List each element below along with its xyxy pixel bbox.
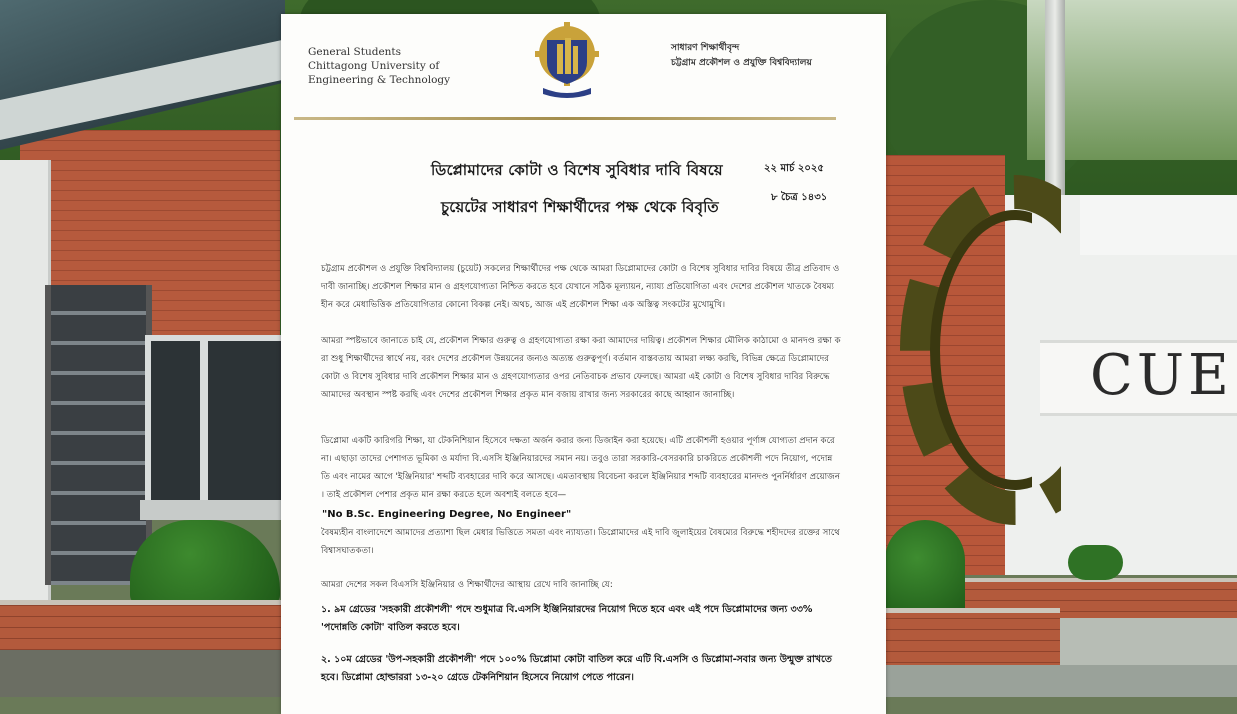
header-bangla-line: সাধারণ শিক্ষার্থীবৃন্দ (671, 43, 740, 53)
header-bangla-line: চট্টগ্রাম প্রকৌশল ও প্রযুক্তি বিশ্ববিদ্যালয় (671, 58, 812, 68)
bush (130, 520, 280, 605)
paragraph-3: ডিপ্লোমা একটি কারিগরি শিক্ষা, যা টেকনিশিয়ান হিসেবে দক্ষতা অর্জন করার জন্য ডিজাইন করা হয়েছে। এটি প্রকৌশলী হওয়ার পূর্ণাঙ্গ যোগ্যতা প্রদান করে না। এছাড়া তাদের পেশাগত ভূমিকা ও মর্যাদা বি.এসসি ইঞ্জিনিয়ারদের সমান নয়। তবুও তারা সরকারি-বেসরকারি চাকরিতে প্রকৌশলী পদে নিয়োগ, পদোন্নতি এবং নামের আগে 'ইঞ্জিনিয়ার' শব্দটি ব্যবহারের দাবি করে আসছে। এমতাবস্থায় বিবেচনা করলে ইঞ্জিনিয়ার শব্দটি ব্যবহারের মানদণ্ড পুনর্নির্ধারণ প্রয়োজন। তাই প্রকৌশল পেশার প্রকৃত মান রক্ষা করতে হলে অবশ্যই বলতে হবে— (321, 436, 840, 500)
white-wall-top (1080, 195, 1237, 255)
paragraph-2: আমরা স্পষ্টভাবে জানাতে চাই যে, প্রকৌশল শিক্ষার গুরুত্ব ও গ্রহণযোগ্যতা রক্ষা করা আমাদের দায়িত্ব। প্রকৌশল শিক্ষার মৌলিক কাঠামো ও মানদণ্ড রক্ষা করা শুধু শিক্ষার্থীদের স্বার্থে নয়, বরং দেশের প্রকৌশল উন্নয়নের জন্যও অত্যন্ত গুরুত্বপূর্ণ। বর্তমান বাস্তবতায় আমরা লক্ষ্য করছি, বিভিন্ন ক্ষেত্রে ডিপ্লোমাদের কোটা ও বিশেষ সুবিধার দাবি প্রকৌশল শিক্ষার মান ও গ্রহণযোগ্যতার ওপর নেতিবাচক প্রভাব ফেলছে। আমরা এই কোটা ও বিশেষ সুবিধার দাবির বিরুদ্ধে আমাদের অবস্থান স্পষ্ট করছি এবং দেশের প্রকৌশল শিক্ষার প্রকৃত মান বজায় রাখার জন্য সরকারের কাছে আহ্বান জানাচ্ছি। (321, 336, 841, 400)
header-english-line: General Students (308, 46, 402, 58)
header-english-line: Chittagong University of (308, 60, 440, 72)
statement-document (281, 14, 886, 714)
window-frame (200, 341, 208, 505)
paragraph-5: আমরা দেশের সকল বিএসসি ইঞ্জিনিয়ার ও শিক্ষার্থীদের আস্থায় রেখে দাবি জানাচ্ছি যে: (321, 580, 613, 590)
ground (885, 665, 1237, 697)
window (145, 335, 292, 517)
header-english (308, 45, 450, 87)
demand-item-1: ১. ৯ম গ্রেডের 'সহকারী প্রকৌশলী' পদে শুধুমাত্র বি.এসসি ইঞ্জিনিয়ারদের নিয়োগ দিতে হবে এবং এই পদে ডিপ্লোমাদের জন্য ৩৩% 'পদোন্নতি কোটা' বাতিল করতে হবে। (321, 604, 813, 633)
header-divider (294, 117, 836, 120)
demand-item-2: ২. ১০ম গ্রেডের 'উপ-সহকারী প্রকৌশলী' পদে ১০০% ডিপ্লোমা কোটা বাতিল করে এটি বি.এসসি ও ডিপ্লোমা-সবার জন্য উন্মুক্ত রাখতে হবে। ডিপ্লোমা হোল্ডাররা ১৩-২০ গ্রেডে টেকনিশিয়ান হিসেবে নিয়োগ পেতে পারেন। (321, 654, 832, 683)
gate-pillar (0, 160, 51, 600)
paragraph-4: বৈষম্যহীন বাংলাদেশে আমাদের প্রত্যাশা ছিল মেধার ভিত্তিতে সমতা এবং ন্যায্যতা। ডিপ্লোমাদের এই দাবি জুলাইয়ের বৈষম্যের বিরুদ্ধে শহীদদের রক্তের সাথে বিশ্বাসঘাতকতা। (321, 528, 840, 556)
date-gregorian: ২২ মার্চ ২০২৫ (764, 163, 824, 174)
statement-title: ডিপ্লোমাদের কোটা ও বিশেষ সুবিধার দাবি বিষয়ে (431, 161, 723, 179)
statement-subtitle: চুয়েটের সাধারণ শিক্ষার্থীদের পক্ষ থেকে বিবৃতি (441, 198, 719, 216)
bush (885, 520, 965, 615)
paragraph-1: চট্টগ্রাম প্রকৌশল ও প্রযুক্তি বিশ্ববিদ্যালয় (চুয়েট) সকলের শিক্ষার্থীদের পক্ষ থেকে আমরা ডিপ্লোমাদের কোটা ও বিশেষ সুবিধার দাবির বিষয়ে তীব্র প্রতিবাদ ও দাবী জানাচ্ছি। প্রকৌশল শিক্ষার মান ও গ্রহণযোগ্যতা নিশ্চিত করতে হবে যেখানে সঠিক মূল্যায়ন, ন্যায্য প্রতিযোগিতা এবং দেশের প্রকৌশল খাতকে বৈষম্যহীন করে মেধাভিত্তিক প্রতিযোগিতার কোনো বিকল্প নেই। অথচ, আজ এই প্রকৌশল শিক্ষা এক অস্তিত্ব সংকটের মুখোমুখি। (321, 264, 840, 310)
university-sign-text: CUE (1090, 343, 1233, 408)
bush (1068, 545, 1123, 580)
university-logo (535, 22, 599, 102)
header-english-line: Engineering & Technology (308, 74, 451, 86)
slogan: "No B.Sc. Engineering Degree, No Engineer" (322, 509, 572, 520)
metal-gate (45, 285, 152, 585)
header-bangla (671, 41, 812, 71)
low-brick-wall (885, 608, 1060, 673)
window-sill (140, 500, 285, 520)
ground (0, 650, 285, 697)
date-bangla: ৮ চৈত্র ১৪৩১ (771, 192, 828, 203)
